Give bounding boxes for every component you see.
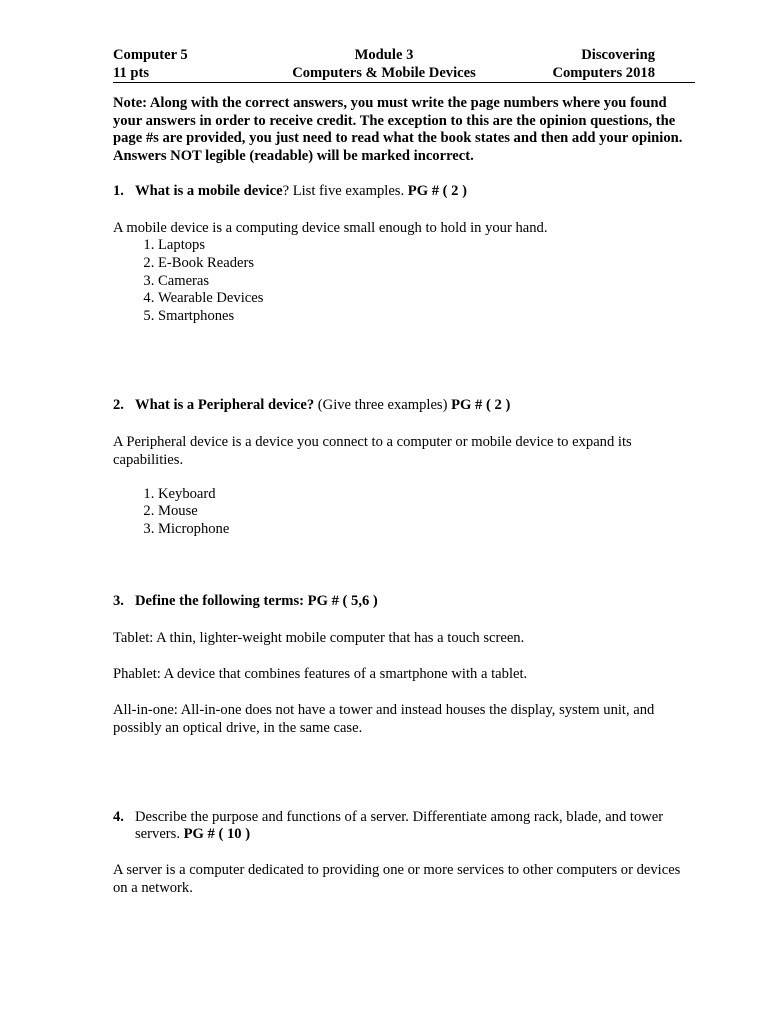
question-text: Describe the purpose and functions of a server. Differentiate among rack, blade, and tower servers. — [135, 808, 664, 843]
document-page — [113, 46, 695, 897]
question-2 — [113, 397, 695, 415]
list-item: 3. Microphone — [158, 521, 695, 539]
question-text: (Give three examples) — [314, 396, 452, 413]
book-title-line2: Computers 2018 — [552, 64, 655, 81]
list-item: 5. Smartphones — [158, 308, 695, 326]
answer-4: A server is a computer dedicated to providing one or more services to other computers or devices on a network. — [113, 861, 681, 896]
question-bold-text: What is a mobile device — [135, 183, 283, 200]
page-reference: PG # ( 2 ) — [407, 183, 467, 200]
module-number: Module 3 — [354, 47, 414, 63]
course-name: Computer 5 — [113, 47, 188, 63]
list-item: 4. Wearable Devices — [158, 290, 695, 308]
page-reference: PG # ( 10 ) — [183, 826, 251, 843]
document-header — [113, 46, 695, 83]
question-4 — [113, 809, 695, 844]
book-title-line1: Discovering — [581, 47, 655, 63]
module-title: Computers & Mobile Devices — [292, 64, 476, 81]
instructions-note: Note: Along with the correct answers, you must write the page numbers where you found your answers in order to receive credit. The exception to this are the opinion questions, the page #s are provided, you just need to read what the book states and then add your opinion. Answers NOT legible (readable) will be marked incorrect. — [113, 95, 683, 164]
answer-2-list — [113, 486, 695, 539]
header-right — [533, 47, 655, 82]
answer-2: A Peripheral device is a device you connect to a computer or mobile device to expand its capabilities. — [113, 433, 632, 468]
term-all-in-one: All-in-one: All-in-one does not have a tower and instead houses the display, system unit, and possibly an optical drive, in the same case. — [113, 701, 655, 736]
list-item: 2. E-Book Readers — [158, 255, 695, 273]
list-item: 3. Cameras — [158, 273, 695, 291]
question-number: 4. — [113, 808, 124, 825]
page-reference: PG # ( 2 ) — [451, 396, 511, 413]
question-number: 2. — [113, 396, 124, 413]
term-phablet: Phablet: A device that combines features of a smartphone with a tablet. — [113, 665, 528, 682]
question-text: ? List five examples. — [282, 183, 408, 200]
question-bold-text: Define the following terms: — [135, 592, 308, 609]
list-item: 1. Keyboard — [158, 486, 695, 504]
header-middle — [289, 47, 479, 82]
question-1 — [113, 183, 695, 201]
header-left — [113, 47, 188, 82]
list-item: 2. Mouse — [158, 503, 695, 521]
points: 11 pts — [113, 64, 150, 81]
question-number: 3. — [113, 592, 124, 609]
term-tablet: Tablet: A thin, lighter-weight mobile computer that has a touch screen. — [113, 629, 525, 646]
question-bold-text: What is a Peripheral device? — [135, 396, 315, 413]
answer-1-list — [113, 237, 695, 326]
page-reference: PG # ( 5,6 ) — [307, 592, 378, 609]
question-number: 1. — [113, 183, 124, 200]
list-item: 1. Laptops — [158, 237, 695, 255]
question-3 — [113, 593, 695, 611]
answer-1: A mobile device is a computing device small enough to hold in your hand. — [113, 219, 548, 236]
